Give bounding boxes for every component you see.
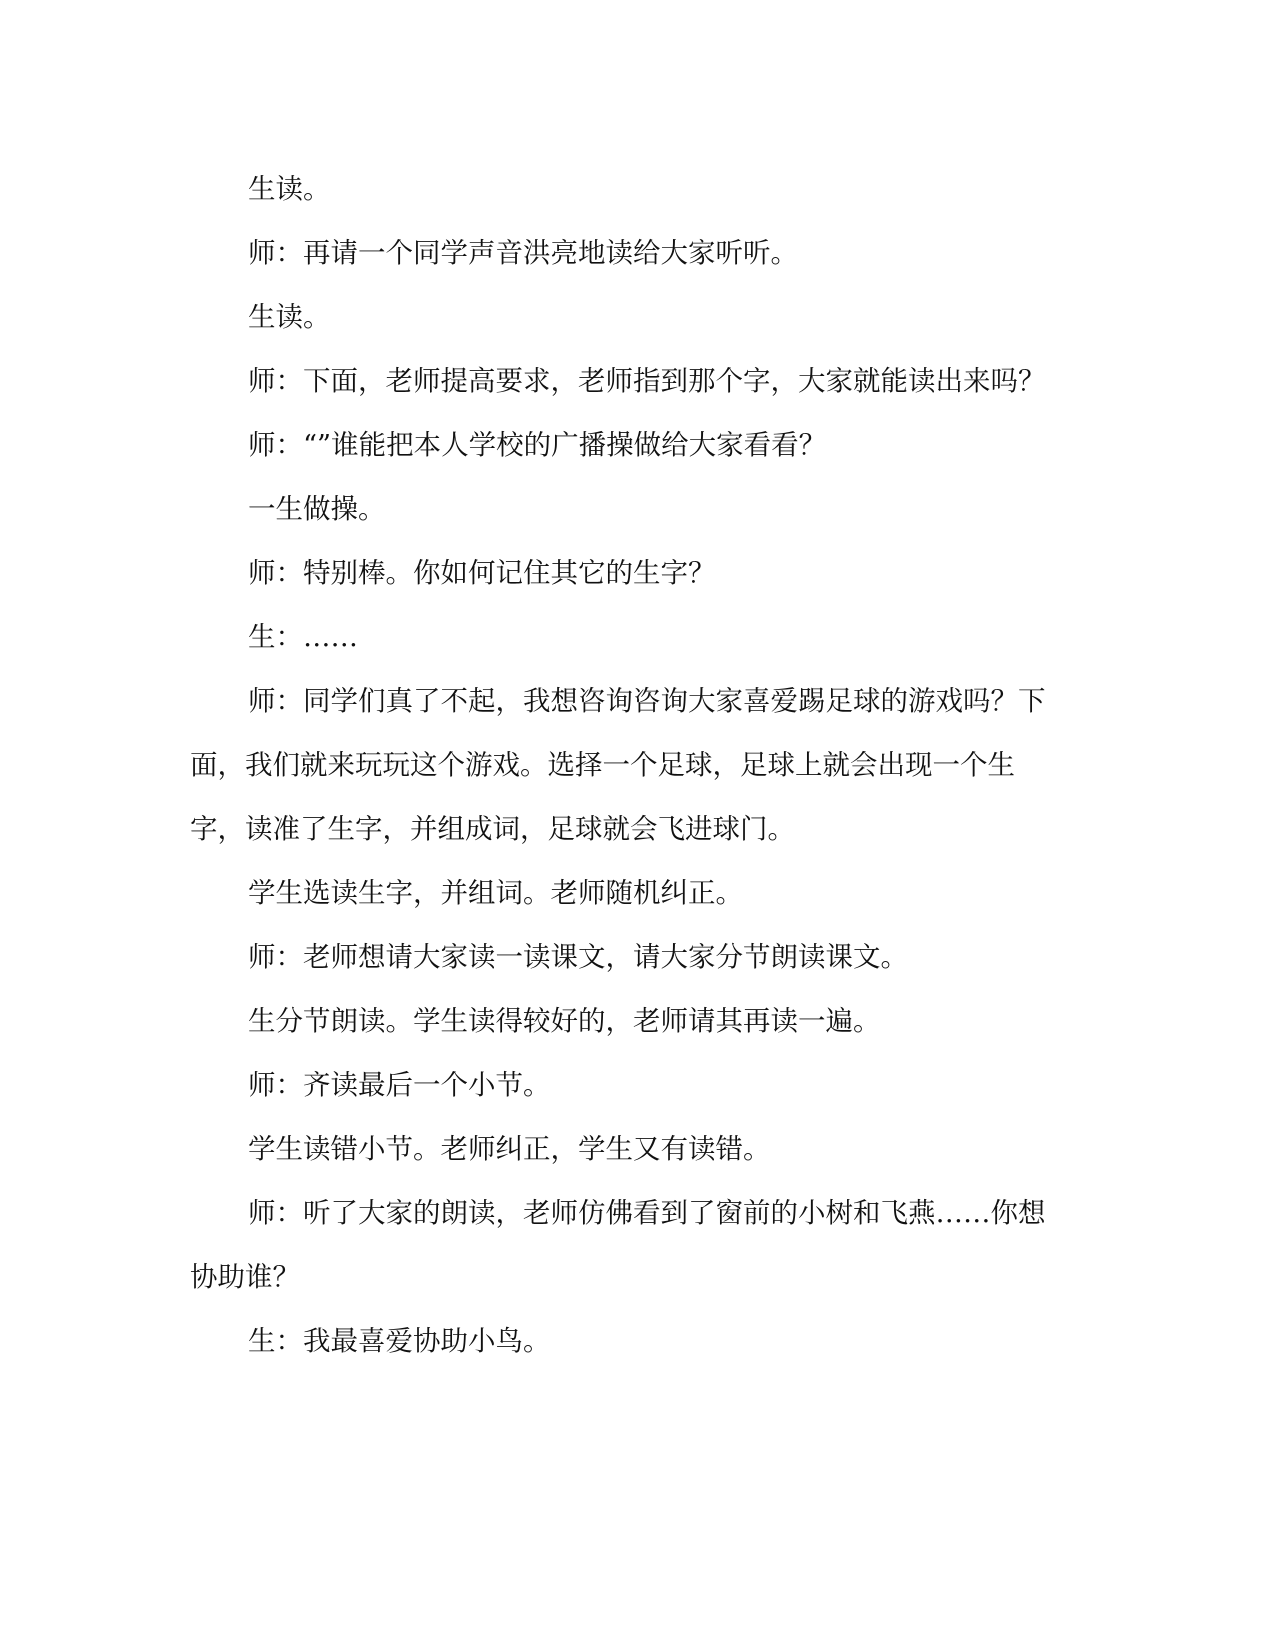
paragraph: 师：听了大家的朗读，老师仿佛看到了窗前的小树和飞燕……你想协助谁？ — [190, 1197, 1046, 1293]
paragraph: 生：…… — [248, 621, 358, 653]
paragraph: 师：再请一个同学声音洪亮地读给大家听听。 — [248, 237, 798, 269]
paragraph: 学生读错小节。老师纠正，学生又有读错。 — [248, 1133, 771, 1165]
paragraph: 一生做操。 — [248, 493, 386, 525]
paragraph: 师：特别棒。你如何记住其它的生字？ — [248, 557, 716, 589]
paragraph: 师：下面，老师提高要求，老师指到那个字，大家就能读出来吗？ — [248, 365, 1046, 397]
paragraph: 生分节朗读。学生读得较好的，老师请其再读一遍。 — [248, 1005, 881, 1037]
paragraph: 师：“”谁能把本人学校的广播操做给大家看看？ — [248, 429, 827, 461]
paragraph: 师：老师想请大家读一读课文，请大家分节朗读课文。 — [248, 941, 908, 973]
paragraph: 学生选读生字，并组词。老师随机纠正。 — [248, 877, 743, 909]
paragraph: 师：同学们真了不起，我想咨询咨询大家喜爱踢足球的游戏吗？下面，我们就来玩玩这个游戏。选择一个足球，足球上就会出现一个生字，读准了生字，并组成词，足球就会飞进球门。 — [190, 685, 1046, 845]
paragraph: 生读。 — [248, 173, 331, 205]
paragraph: 生读。 — [248, 301, 331, 333]
paragraph: 生：我最喜爱协助小鸟。 — [248, 1325, 551, 1357]
document-body — [190, 157, 1066, 1373]
paragraph: 师：齐读最后一个小节。 — [248, 1069, 551, 1101]
